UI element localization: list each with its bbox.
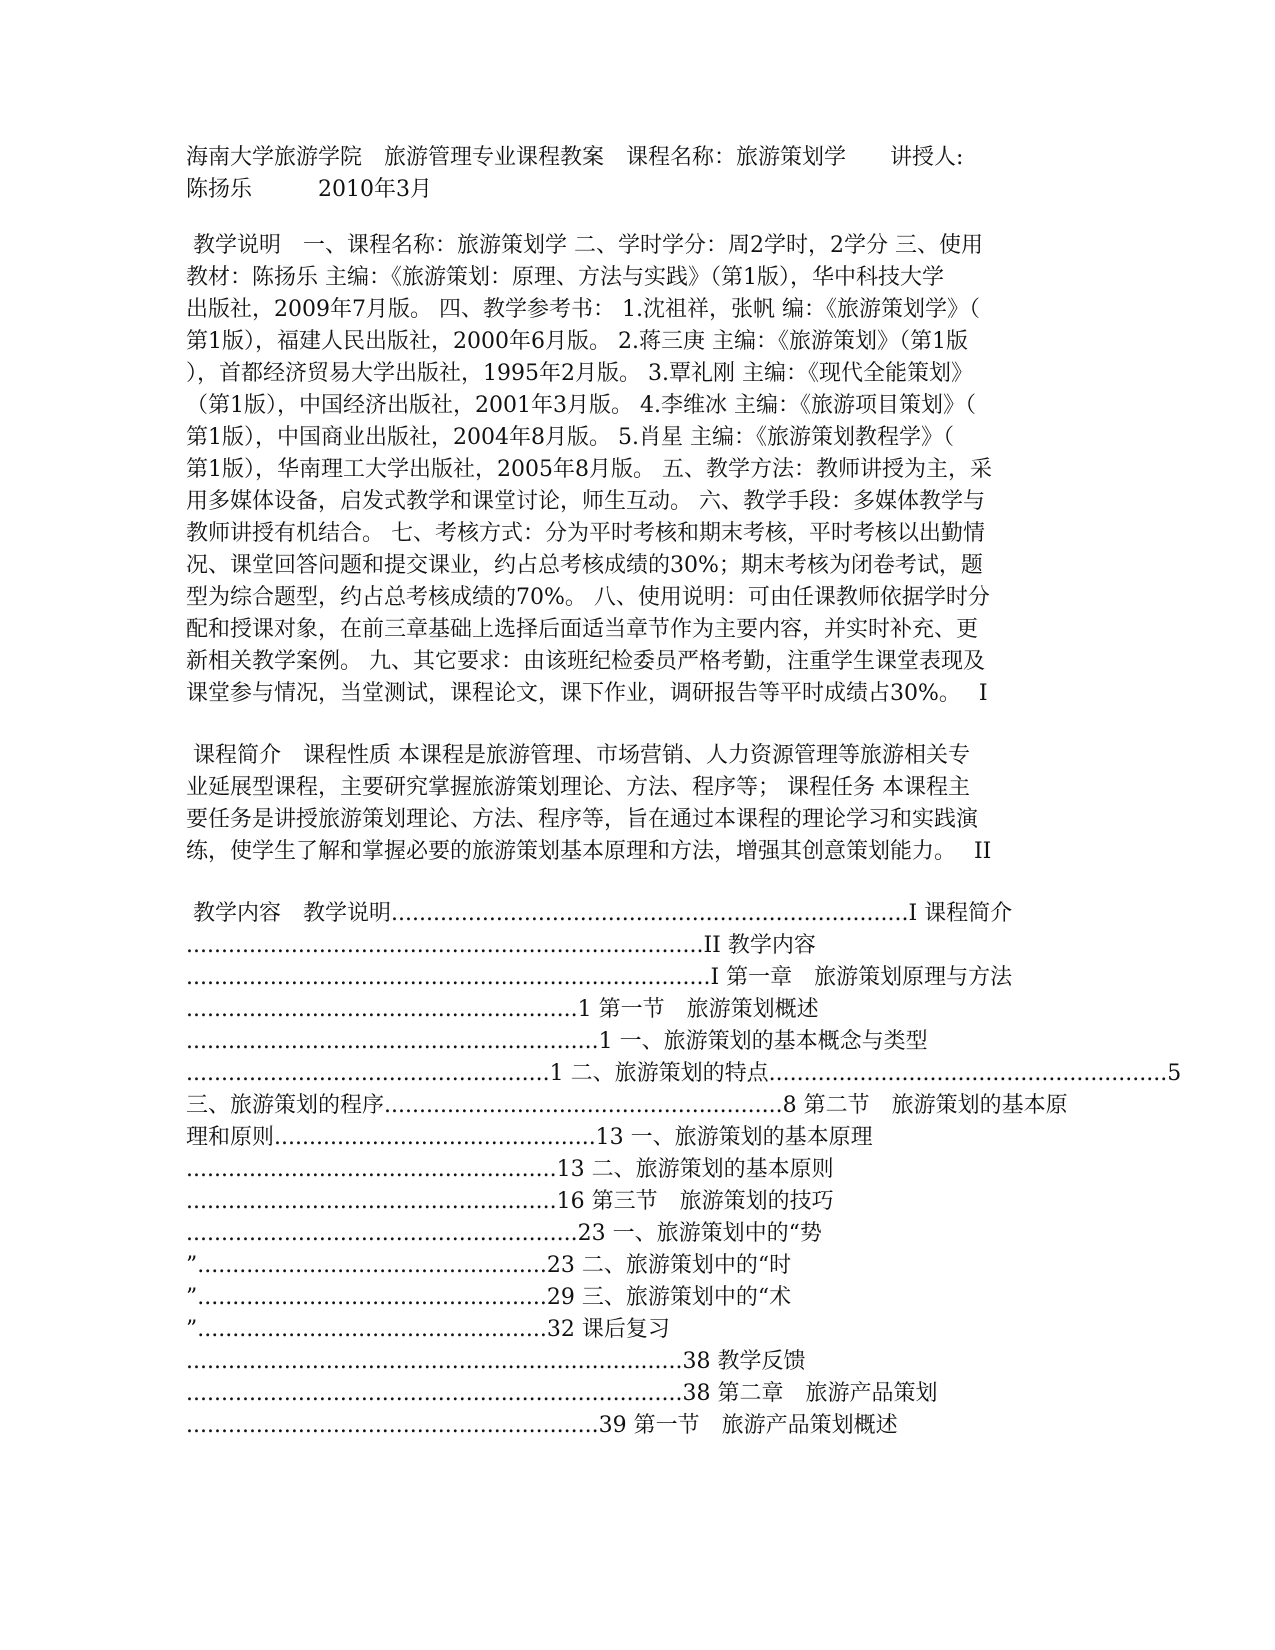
teaching-notes-line: 用多媒体设备，启发式教学和课堂讨论，师生互动。 六、教学手段：多媒体教学与: [186, 489, 985, 514]
teaching-notes-line: 型为综合题型，约占总考核成绩的70%。 八、使用说明：可由任课教师依据学时分: [186, 585, 990, 610]
toc-line: ........................................................23 一、旅游策划中的“势: [186, 1221, 822, 1246]
course-intro-line: 要任务是讲授旅游策划理论、方法、程序等，旨在通过本课程的理论学习和实践演: [186, 807, 979, 832]
toc-line: 三、旅游策划的程序.........................................................8 第二节 旅游策划的基本原: [186, 1093, 1068, 1118]
course-intro-line: 业延展型课程，主要研究掌握旅游策划理论、方法、程序等； 课程任务 本课程主: [186, 775, 970, 800]
teaching-notes-line: ），首都经济贸易大学出版社，1995年2月版。 3.覃礼刚 主编：《现代全能策划》: [186, 361, 973, 386]
teaching-notes-line: 课堂参与情况，当堂测试，课程论文，课下作业，调研报告等平时成绩占30%。 I: [186, 681, 988, 706]
teaching-notes-line: 况、课堂回答问题和提交课业，约占总考核成绩的30%；期末考核为闭卷考试，题: [186, 553, 983, 578]
toc-line: ...........................................................................I 第一章 旅游策划原理与方法: [186, 965, 1013, 990]
teaching-notes-line: 出版社，2009年7月版。 四、教学参考书： 1.沈祖祥，张帆 编：《旅游策划学》（: [186, 297, 980, 322]
toc-line: ...........................................................39 第一节 旅游产品策划概述: [186, 1413, 898, 1438]
course-intro-line: 课程简介 课程性质 本课程是旅游管理、市场营销、人力资源管理等旅游相关专: [186, 743, 970, 768]
teaching-notes-line: 第1版），华南理工大学出版社，2005年8月版。 五、教学方法：教师讲授为主，采: [186, 457, 992, 482]
teaching-notes-line: 教材：陈扬乐 主编：《旅游策划：原理、方法与实践》（第1版），华中科技大学: [186, 265, 944, 290]
teaching-notes-line: 新相关教学案例。 九、其它要求：由该班纪检委员严格考勤，注重学生课堂表现及: [186, 649, 985, 674]
toc-line: ....................................................1 二、旅游策划的特点.........................................................5: [186, 1061, 1182, 1086]
toc-line: .....................................................16 第三节 旅游策划的技巧: [186, 1189, 834, 1214]
teaching-notes-line: 教师讲授有机结合。 七、考核方式：分为平时考核和期末考核，平时考核以出勤情: [186, 521, 985, 546]
header-line-2: 陈扬乐 2010年3月: [186, 177, 432, 202]
toc-line: .......................................................................38 教学反馈: [186, 1349, 806, 1374]
toc-line: .......................................................................38 第二章 旅游产品策划: [186, 1381, 938, 1406]
toc-line: ........................................................1 第一节 旅游策划概述: [186, 997, 819, 1022]
teaching-notes-line: （第1版），中国经济出版社，2001年3月版。 4.李维冰 主编：《旅游项目策划》（: [186, 393, 976, 418]
header-line-1: 海南大学旅游学院 旅游管理专业课程教案 课程名称：旅游策划学 讲授人:: [186, 145, 964, 170]
toc-line: ”..................................................29 三、旅游策划中的“术: [186, 1285, 792, 1310]
teaching-notes-line: 第1版），福建人民出版社，2000年6月版。 2.蒋三庚 主编：《旅游策划》（第1版: [186, 329, 968, 354]
toc-line: 教学内容 教学说明..........................................................................I 课程简介: [186, 901, 1013, 926]
teaching-notes-line: 教学说明 一、课程名称：旅游策划学 二、学时学分：周2学时，2学分 三、使用: [186, 233, 983, 258]
toc-line: ...........................................................1 一、旅游策划的基本概念与类型: [186, 1029, 928, 1054]
toc-line: .....................................................13 二、旅游策划的基本原则: [186, 1157, 834, 1182]
teaching-notes-line: 第1版），中国商业出版社，2004年8月版。 5.肖星 主编：《旅游策划教程学》（: [186, 425, 954, 450]
toc-line: 理和原则..............................................13 一、旅游策划的基本原理: [186, 1125, 873, 1150]
toc-line: ..........................................................................II 教学内容: [186, 933, 816, 958]
course-intro-line: 练，使学生了解和掌握必要的旅游策划基本原理和方法，增强其创意策划能力。 II: [186, 839, 992, 864]
toc-line: ”..................................................23 二、旅游策划中的“时: [186, 1253, 792, 1278]
teaching-notes-line: 配和授课对象，在前三章基础上选择后面适当章节作为主要内容，并实时补充、更: [186, 617, 979, 642]
toc-line: ”..................................................32 课后复习: [186, 1317, 670, 1342]
